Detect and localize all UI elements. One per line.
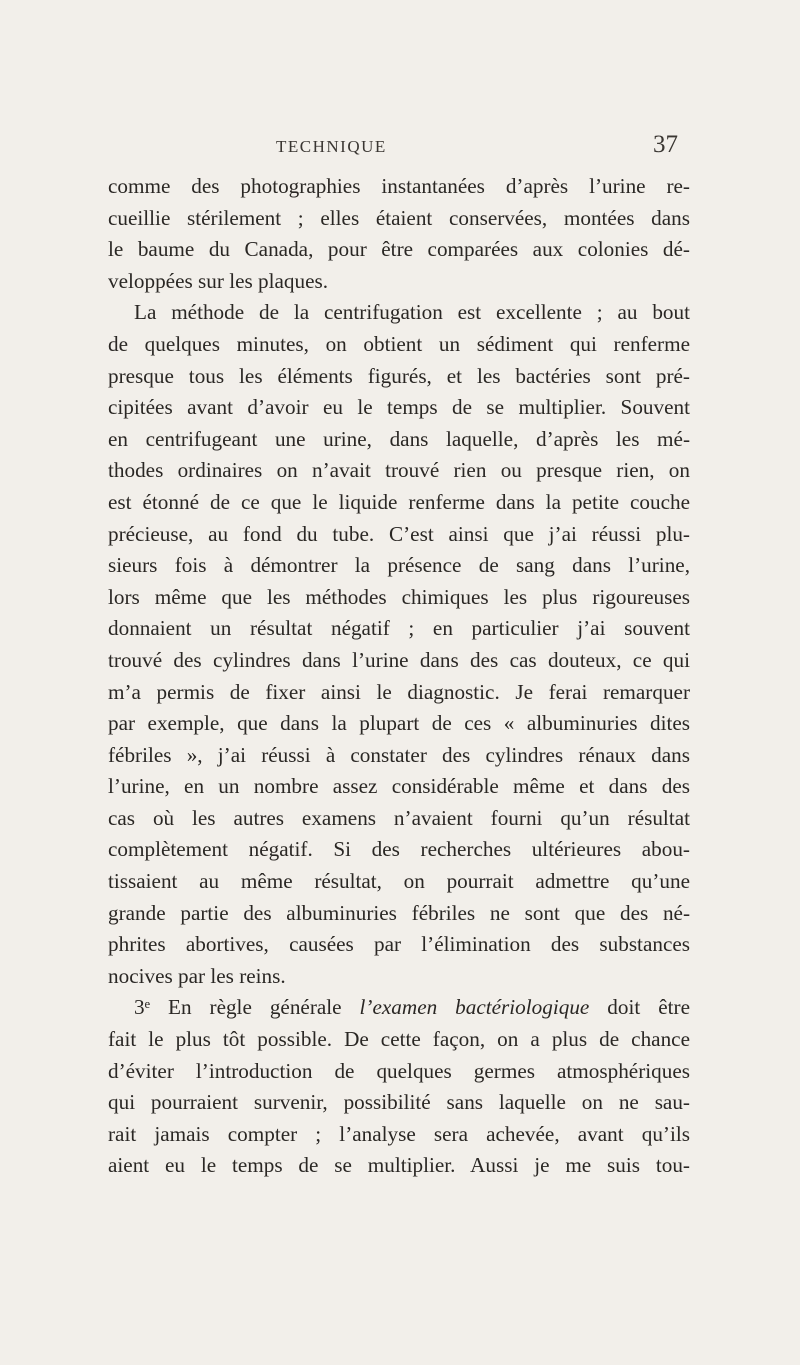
text-line: cueillie stérilement ; elles étaient conservées, montées dans	[108, 205, 690, 230]
text-line: rait jamais compter ; l’analyse sera achevée, avant qu’ils	[108, 1121, 690, 1146]
text-line: La méthode de la centrifugation est excellente ; au bout	[134, 300, 690, 325]
text-line: cas où les autres examens n’avaient fourni qu’un résultat	[108, 805, 690, 830]
text-line: lors même que les méthodes chimiques les plus rigoureuses	[108, 584, 690, 609]
text-line: fait le plus tôt possible. De cette façon, on a plus de chance	[108, 1027, 690, 1052]
running-head: TECHNIQUE	[276, 137, 387, 156]
text-line: nocives par les reins.	[108, 963, 286, 988]
text-line: fébriles », j’ai réussi à constater des cylindres rénaux dans	[108, 742, 690, 767]
text-line: presque tous les éléments figurés, et les bactéries sont pré-	[108, 363, 690, 388]
text-line	[108, 992, 690, 1024]
text-line: est étonné de ce que le liquide renferme dans la petite couche	[108, 489, 690, 514]
text-line: le baume du Canada, pour être comparées aux colonies dé-	[108, 237, 690, 262]
text-run: doit être	[589, 995, 690, 1020]
text-line: l’urine, en un nombre assez considérable même et dans des	[108, 774, 690, 799]
text-line: sieurs fois à démontrer la présence de sang dans l’urine,	[108, 553, 690, 578]
text-line: qui pourraient survenir, possibilité sans laquelle on ne sau-	[108, 1090, 690, 1115]
text-line: donnaient un résultat négatif ; en particulier j’ai souvent	[108, 616, 690, 641]
text-line: de quelques minutes, on obtient un sédiment qui renferme	[108, 331, 690, 356]
page-number: 37	[653, 131, 678, 158]
text-line: grande partie des albuminuries fébriles ne sont que des né-	[108, 900, 690, 925]
text-line: cipitées avant d’avoir eu le temps de se multiplier. Souvent	[108, 395, 690, 420]
page-header	[0, 131, 800, 167]
text-line: d’éviter l’introduction de quelques germes atmosphériques	[108, 1058, 690, 1083]
text-line: tissaient au même résultat, on pourrait admettre qu’une	[108, 869, 690, 894]
italic-phrase: l’examen bactériologique	[359, 995, 590, 1020]
text-line: veloppées sur les plaques.	[108, 268, 329, 293]
text-line: m’a permis de fixer ainsi le diagnostic. Je ferai remarquer	[108, 679, 690, 704]
text-line: phrites abortives, causées par l’élimination des substances	[108, 932, 690, 957]
text-line: comme des photographies instantanées d’après l’urine re-	[108, 174, 690, 198]
body-text	[108, 171, 690, 1182]
text-line: par exemple, que dans la plupart de ces « albuminuries dites	[108, 711, 690, 736]
text-line: thodes ordinaires on n’avait trouvé rien ou presque rien, on	[108, 458, 690, 483]
text-line: en centrifugeant une urine, dans laquelle, d’après les mé-	[108, 426, 690, 451]
text-line: aient eu le temps de se multiplier. Aussi je me suis tou-	[108, 1153, 690, 1178]
text-line: précieuse, au fond du tube. C’est ainsi que j’ai réussi plu-	[108, 521, 690, 546]
text-line: trouvé des cylindres dans l’urine dans des cas douteux, ce qui	[108, 647, 690, 672]
text-run: 3ᵉ En règle générale	[134, 995, 360, 1020]
text-line: complètement négatif. Si des recherches ultérieures abou-	[108, 837, 690, 862]
